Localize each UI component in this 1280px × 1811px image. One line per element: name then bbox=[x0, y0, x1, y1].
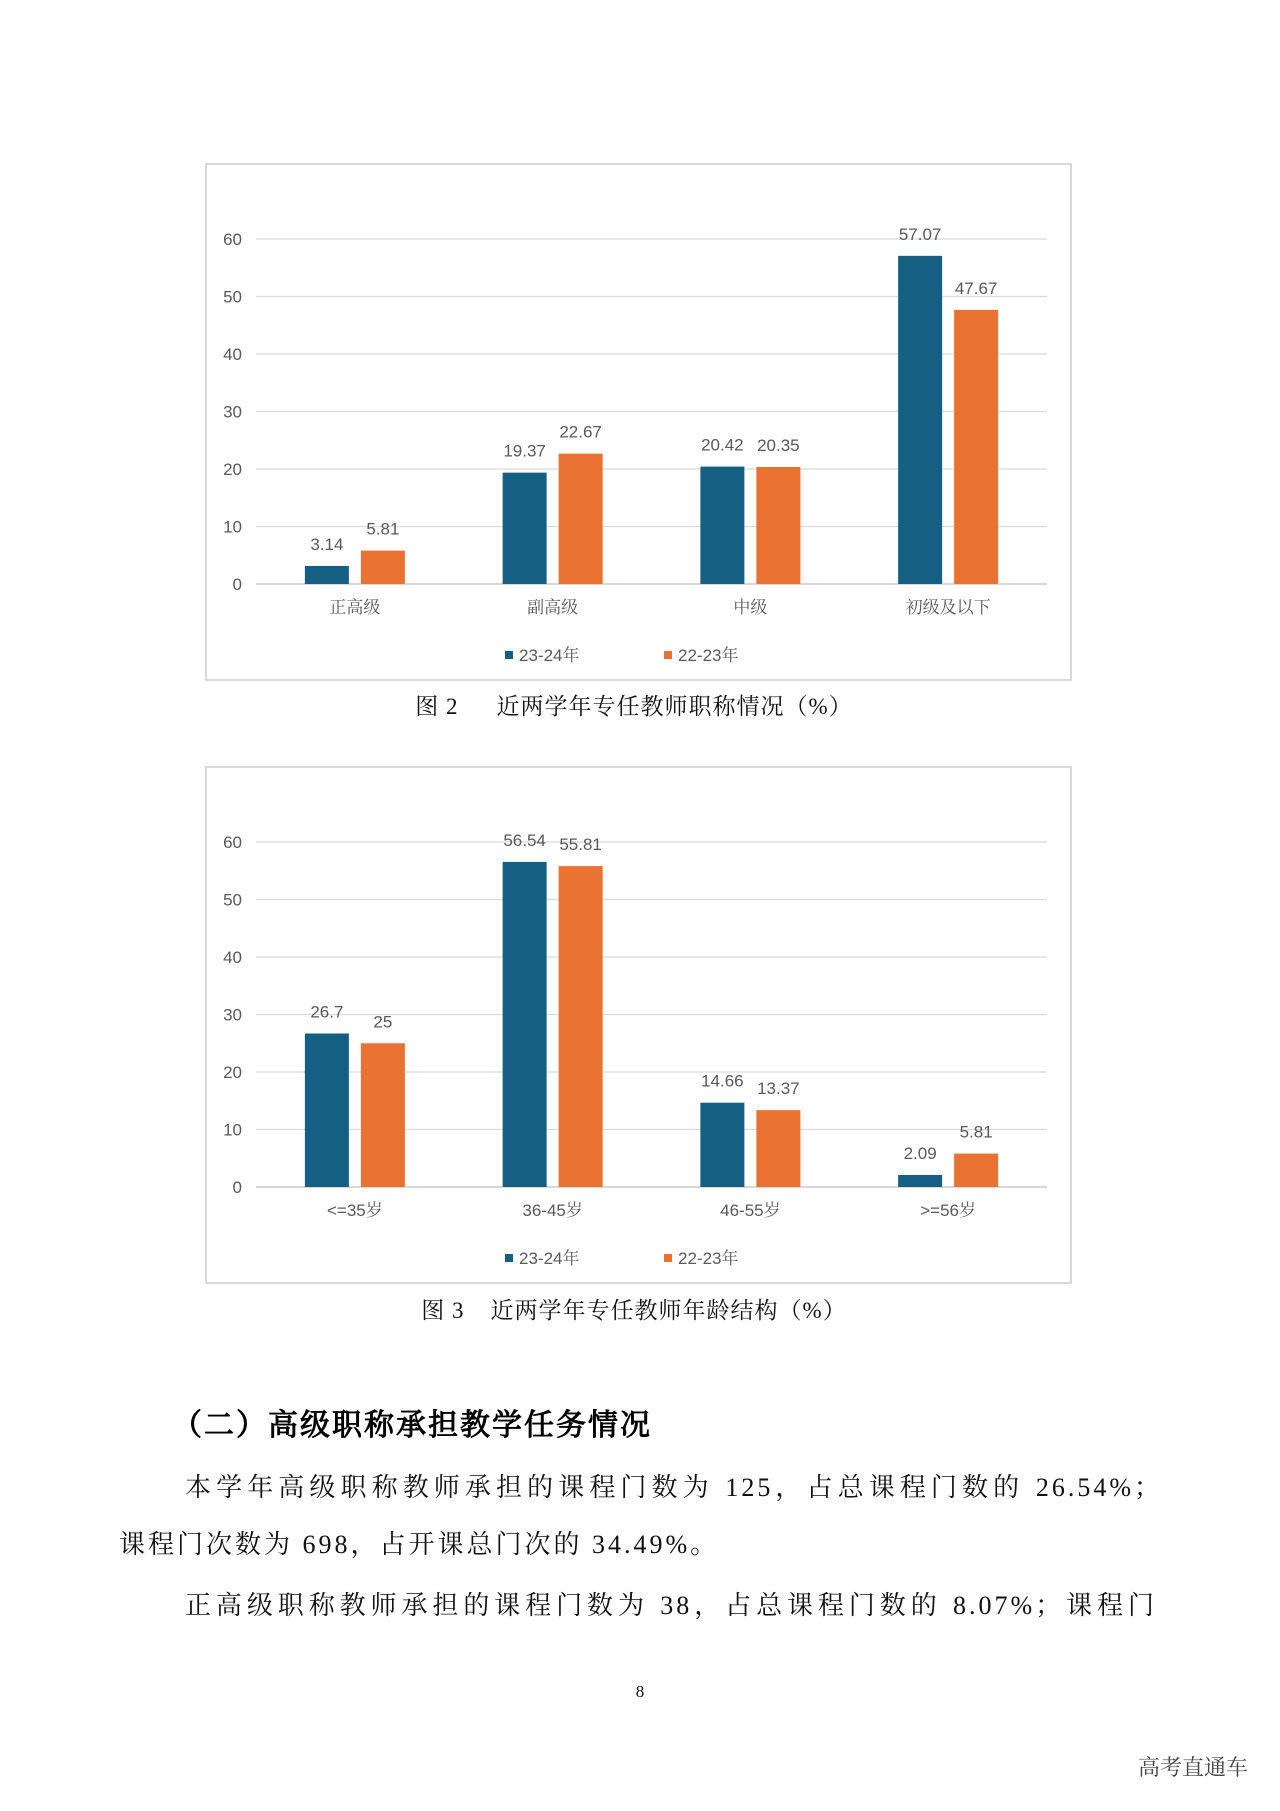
figure-3-caption bbox=[0, 1296, 1268, 1326]
page-number: 8 bbox=[635, 1682, 645, 1701]
y-tick-label: 10 bbox=[223, 517, 242, 537]
data-label: 3.14 bbox=[310, 534, 344, 554]
data-label: 56.54 bbox=[503, 830, 546, 850]
figure-2-caption bbox=[0, 692, 1268, 722]
bar bbox=[756, 467, 800, 584]
legend-swatch bbox=[664, 651, 672, 659]
bar bbox=[898, 1175, 942, 1187]
bar bbox=[700, 1103, 744, 1187]
data-label: 22.67 bbox=[559, 422, 602, 442]
figure-label: 图 2 bbox=[415, 694, 459, 719]
y-tick-label: 0 bbox=[232, 575, 242, 594]
legend-swatch bbox=[505, 651, 513, 659]
bar bbox=[503, 862, 547, 1187]
data-label: 13.37 bbox=[757, 1079, 800, 1099]
bar bbox=[559, 866, 603, 1187]
data-label: 5.81 bbox=[959, 1122, 993, 1142]
y-tick-label: 20 bbox=[223, 1063, 242, 1082]
figure-3-chart-frame bbox=[205, 766, 1072, 1284]
figure-title: 近两学年专任教师年龄结构（%） bbox=[490, 1298, 847, 1323]
y-tick-label: 60 bbox=[223, 230, 242, 249]
y-tick-label: 50 bbox=[223, 890, 242, 910]
section-heading: （二）高级职称承担教学任务情况 bbox=[172, 1409, 652, 1442]
legend-swatch bbox=[664, 1254, 672, 1262]
y-tick-label: 30 bbox=[223, 402, 242, 422]
y-tick-label: 50 bbox=[223, 287, 242, 307]
category-label: 中级 bbox=[733, 598, 768, 617]
y-tick-label: 60 bbox=[223, 833, 242, 852]
category-label: >=56岁 bbox=[920, 1201, 977, 1220]
y-tick-label: 40 bbox=[223, 345, 242, 364]
bar bbox=[503, 473, 547, 584]
figure-label: 图 3 bbox=[421, 1298, 465, 1323]
data-label: 20.42 bbox=[701, 435, 744, 455]
bar bbox=[898, 256, 942, 584]
category-label: 初级及以下 bbox=[905, 598, 991, 617]
legend-label: 22-23年 bbox=[678, 1249, 739, 1268]
y-tick-label: 40 bbox=[223, 948, 242, 967]
data-label: 47.67 bbox=[954, 278, 998, 298]
figure-title: 近两学年专任教师职称情况（%） bbox=[496, 694, 853, 719]
bar bbox=[559, 454, 603, 584]
category-label: 正高级 bbox=[329, 598, 381, 617]
y-tick-label: 30 bbox=[223, 1005, 242, 1025]
category-label: <=35岁 bbox=[326, 1201, 383, 1220]
legend-swatch bbox=[505, 1254, 513, 1262]
category-label: 36-45岁 bbox=[522, 1201, 583, 1220]
bar bbox=[954, 1154, 998, 1187]
data-label: 14.66 bbox=[701, 1071, 744, 1091]
bar bbox=[756, 1110, 800, 1187]
category-label: 46-55岁 bbox=[720, 1201, 781, 1220]
data-label: 55.81 bbox=[559, 835, 602, 855]
title-distribution-bar-chart bbox=[207, 165, 1070, 679]
data-label: 25 bbox=[373, 1012, 393, 1032]
data-label: 19.37 bbox=[503, 441, 546, 461]
figure-2-chart-frame bbox=[205, 163, 1072, 681]
bar bbox=[305, 566, 349, 584]
data-label: 57.07 bbox=[898, 224, 942, 244]
legend-label: 23-24年 bbox=[519, 1249, 580, 1268]
data-label: 5.81 bbox=[366, 519, 400, 539]
y-tick-label: 10 bbox=[223, 1120, 242, 1140]
paragraph-1-line-1: 本学年高级职称教师承担的课程门数为 125，占总课程门数的 26.54%； bbox=[185, 1473, 1163, 1502]
data-label: 20.35 bbox=[757, 435, 800, 455]
bar bbox=[305, 1033, 349, 1187]
paragraph-2-line-1: 正高级职称教师承担的课程门数为 38，占总课程门数的 8.07%；课程门 bbox=[185, 1591, 1157, 1620]
bar bbox=[954, 310, 998, 584]
data-label: 2.09 bbox=[903, 1143, 937, 1163]
legend-label: 23-24年 bbox=[519, 646, 580, 665]
age-structure-bar-chart bbox=[207, 768, 1070, 1282]
bar bbox=[700, 467, 744, 584]
y-tick-label: 20 bbox=[223, 460, 242, 479]
bar bbox=[361, 1043, 405, 1187]
data-label: 26.7 bbox=[310, 1002, 344, 1022]
watermark-text: 高考直通车 bbox=[1137, 1755, 1248, 1780]
legend-label: 22-23年 bbox=[678, 646, 739, 665]
bar bbox=[361, 551, 405, 584]
category-label: 副高级 bbox=[527, 598, 579, 617]
y-tick-label: 0 bbox=[232, 1178, 242, 1197]
paragraph-1-line-2: 课程门次数为 698，占开课总门次的 34.49%。 bbox=[119, 1530, 720, 1559]
